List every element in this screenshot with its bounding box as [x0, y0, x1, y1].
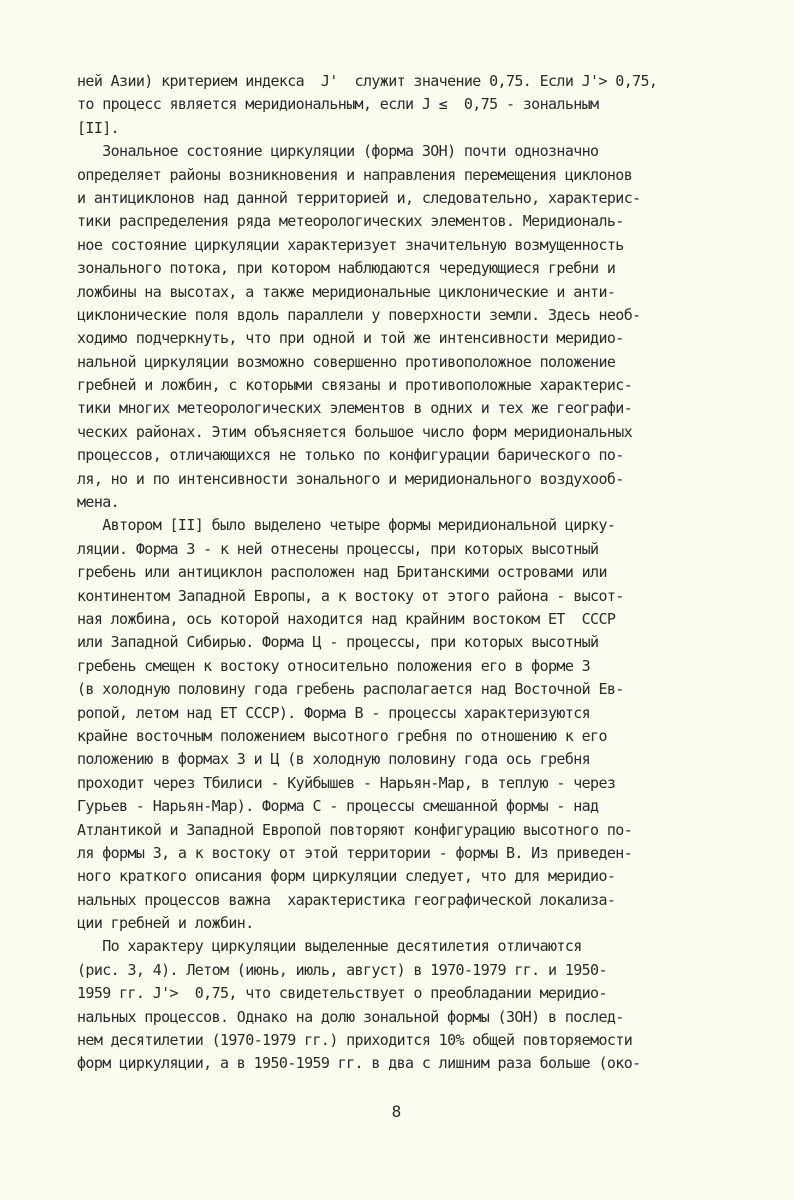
text-line: ческих районах. Этим объясняется большое число форм меридиональных	[77, 422, 633, 441]
text-line: нальных процессов. Однако на долю зональной формы (ЗОН) в послед-	[77, 1007, 624, 1026]
text-line: Зональное состояние циркуляции (форма ЗОН) почти однозначно	[77, 142, 599, 161]
text-line: ное состояние циркуляции характеризует значительную возмущенность	[77, 235, 624, 254]
text-line: Автором [II] было выделено четыре формы меридиональной цирку-	[77, 516, 616, 535]
text-line: проходит через Тбилиси - Куйбышев - Нарьян-Мар, в теплую - через	[77, 773, 616, 792]
text-line: и антициклонов над данной территорией и, следовательно, характерис-	[77, 188, 641, 207]
text-line: тики многих метеорологических элементов в одних и тех же географи-	[77, 399, 633, 418]
text-line: ного краткого описания форм циркуляции следует, что для меридио-	[77, 867, 616, 886]
text-line: ля, но и по интенсивности зонального и меридионального воздухооб-	[77, 469, 624, 488]
text-line: положению в формах З и Ц (в холодную половину года ось гребня	[77, 750, 591, 769]
body-text	[77, 70, 717, 1076]
text-line: определяет районы возникновения и направления перемещения циклонов	[77, 165, 633, 184]
text-line: процессов, отличающихся не только по конфигурации барического по-	[77, 446, 624, 465]
text-line: зонального потока, при котором наблюдаются чередующиеся гребни и	[77, 259, 616, 278]
text-line: (в холодную половину года гребень располагается над Восточной Ев-	[77, 680, 624, 699]
text-line: ропой, летом над ЕТ СССР). Форма В - процессы характеризуются	[77, 703, 591, 722]
text-line: нальной циркуляции возможно совершенно противоположное положение	[77, 352, 616, 371]
page-number: 8	[391, 1102, 402, 1121]
text-line: нальных процессов важна характеристика географической локализа-	[77, 890, 616, 909]
text-line: ляции. Форма З - к ней отнесены процессы, при которых высотный	[77, 539, 599, 558]
text-line: ная ложбина, ось которой находится над крайним востоком ЕТ СССР	[77, 609, 616, 628]
text-line: Атлантикой и Западной Европой повторяют конфигурацию высотного по-	[77, 820, 633, 839]
text-line: Гурьев - Нарьян-Мар). Форма С - процессы смешанной формы - над	[77, 797, 599, 816]
text-line: крайне восточным положением высотного гребня по отношению к его	[77, 726, 607, 745]
text-line: По характеру циркуляции выделенные десятилетия отличаются	[77, 937, 582, 956]
text-line: тики распределения ряда метеорологических элементов. Меридиональ-	[77, 212, 624, 231]
text-line: (рис. 3, 4). Летом (июнь, июль, август) в 1970-1979 гг. и 1950-	[77, 960, 607, 979]
text-line: ложбины на высотах, а также меридиональные циклонические и анти-	[77, 282, 616, 301]
text-line: [II].	[77, 118, 120, 137]
text-line: ля формы З, а к востоку от этой территории - формы В. Из приведен-	[77, 843, 633, 862]
text-line: гребень смещен к востоку относительно положения его в форме З	[77, 656, 591, 675]
text-line: циклонические поля вдоль параллели у поверхности земли. Здесь необ-	[77, 305, 641, 324]
text-line: мена.	[77, 493, 120, 512]
text-line: 1959 гг. J'> 0,75, что свидетельствует о преобладании меридио-	[77, 984, 607, 1003]
text-line: или Западной Сибирью. Форма Ц - процессы, при которых высотный	[77, 633, 599, 652]
text-line: ней Азии) критерием индекса J' служит значение 0,75. Если J'> 0,75,	[77, 72, 658, 90]
text-line: континентом Западной Европы, а к востоку от этого района - высот-	[77, 586, 624, 605]
text-line: нем десятилетии (1970-1979 гг.) приходится 10% общей повторяемости	[77, 1031, 633, 1050]
text-line: гребней и ложбин, с которыми связаны и противоположные характерис-	[77, 376, 633, 395]
text-line: форм циркуляции, а в 1950-1959 гг. в два с лишним раза больше (око-	[77, 1054, 641, 1073]
text-line: ходимо подчеркнуть, что при одной и той же интенсивности меридио-	[77, 329, 624, 348]
text-line: ции гребней и ложбин.	[77, 914, 254, 933]
text-line: то процесс является меридиональным, если J ≤ 0,75 - зональным	[77, 95, 599, 114]
text-line: гребень или антициклон расположен над Британскими островами или	[77, 563, 607, 582]
